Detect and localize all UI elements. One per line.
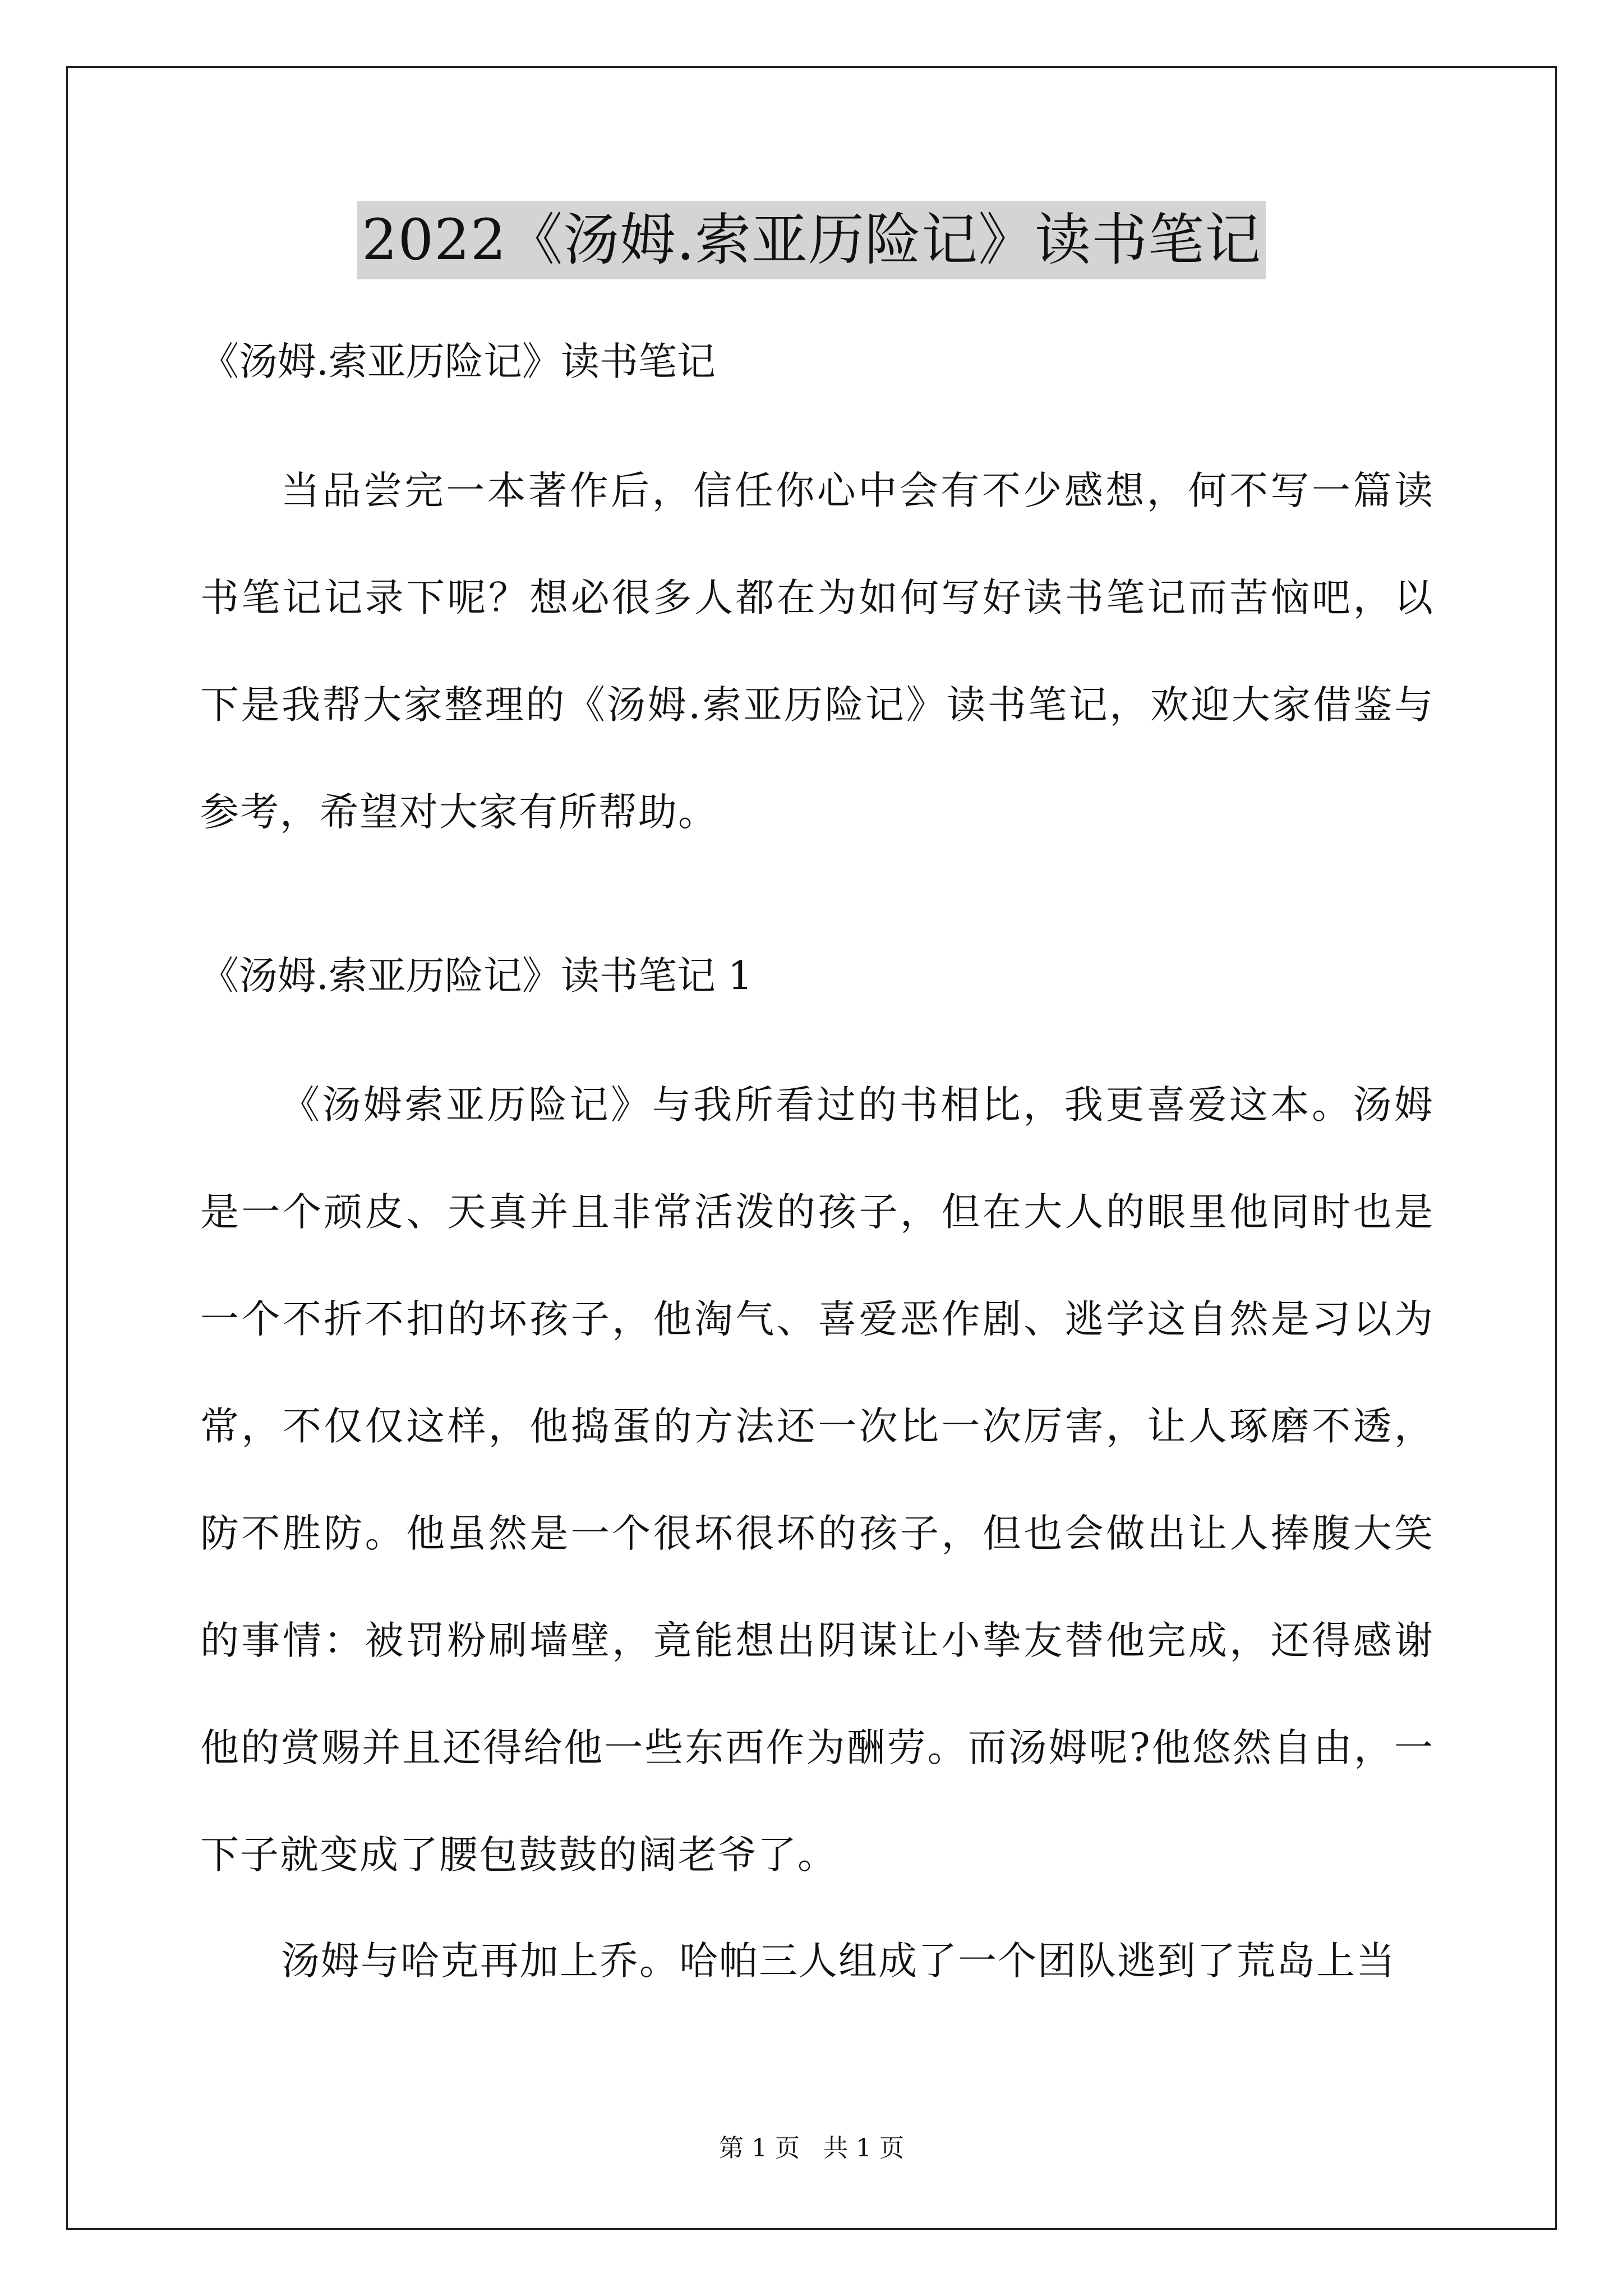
page-total: 共 1 页 — [823, 2134, 904, 2162]
page-footer — [0, 2132, 1623, 2165]
document-subtitle: 《汤姆.索亚历险记》读书笔记 — [200, 339, 716, 384]
section1-paragraph-1: 《汤姆索亚历险记》与我所看过的书相比，我更喜爱这本。汤姆是一个顽皮、天真并且非常活泼的孩子，但在大人的眼里他同时也是一个不折不扣的坏孩子，他淘气、喜爱恶作剧、逃学这自然是习以为常，不仅仅这样，他捣蛋的方法还一次比一次厉害，让人琢磨不透，防不胜防。他虽然是一个很坏很坏的孩子，但也会做出让人捧腹大笑的事情：被罚粉刷墙壁，竟能想出阴谋让小挚友替他完成，还得感谢他的赏赐并且还得给他一些东西作为酬劳。而汤姆呢?他悠然自由，一下子就变成了腰包鼓鼓的阔老爷了。 — [200, 1083, 1434, 1878]
document-title: 2022《汤姆.索亚历险记》读书笔记 — [357, 201, 1266, 279]
intro-paragraph: 当品尝完一本著作后，信任你心中会有不少感想，何不写一篇读书笔记记录下呢？想必很多人都在为如何写好读书笔记而苦恼吧，以下是我帮大家整理的《汤姆.索亚历险记》读书笔记，欢迎大家借鉴与参考，希望对大家有所帮助。 — [200, 468, 1434, 835]
page-number: 第 1 页 — [719, 2134, 800, 2162]
section1-heading: 《汤姆.索亚历险记》读书笔记 1 — [200, 954, 753, 999]
section1-paragraph-2: 汤姆与哈克再加上乔。哈帕三人组成了一个团队逃到了荒岛上当 — [281, 1939, 1396, 1984]
document-title-wrapper — [0, 201, 1623, 279]
